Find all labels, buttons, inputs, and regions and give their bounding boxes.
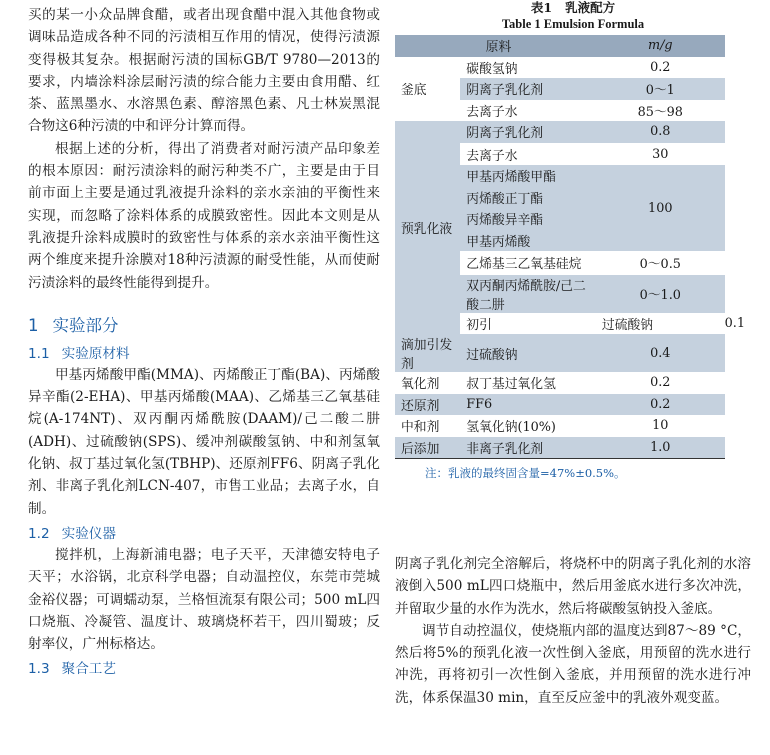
value-cell: 0.2 xyxy=(596,394,725,416)
material-cell: 甲基丙烯酸甲酯 xyxy=(460,165,596,187)
table-row xyxy=(395,334,745,372)
paragraph-analysis: 根据上述的分析，得出了消费者对耐污渍产品印象差的根本原因：耐污渍涂料的耐污种类不广，主要是由于目前市面上主要是通过乳液提升涂料的亲水亲油的平衡性来实现，而忽略了涂料体系的成膜致密性。因此本文则是从乳液提升涂料成膜时的致密性与体系的亲水亲油平衡性这两个维度来提升涂膜对18种污渍源的耐受性能，从而使耐污渍涂料的最终性能得到提升。 xyxy=(28,140,380,291)
material-cell: 乙烯基三乙氧基硅烷 xyxy=(460,252,596,275)
table-row xyxy=(395,415,745,437)
value-cell: 85～98 xyxy=(596,100,725,122)
emulsion-formula-table xyxy=(395,35,745,459)
category-cell: 预乳化液 xyxy=(395,121,460,334)
table-row xyxy=(395,57,745,79)
material-cell: 叔丁基过氧化氢 xyxy=(460,372,596,394)
value-cell: 0～1 xyxy=(596,78,725,100)
section-heading-1: 1 实验部分 xyxy=(28,315,119,335)
category-cell: 中和剂 xyxy=(395,415,460,437)
material-cell: 阴离子乳化剂 xyxy=(460,78,596,100)
paragraph-intro: 买的某一小众品牌食醋，或者出现食醋中混入其他食物或调味品造成各种不同的污渍相互作用的情况，使得污渍源变得极其复杂。根据耐污渍的国标GB/T 9780—2013的要求，内墙涂料涂层耐污渍的综合能力主要由食用醋、红茶、蓝黑墨水、水溶黑色素、醇溶黑色素、凡士林炭黑混合物这6种污渍的中和评分计算而得。 xyxy=(28,7,380,135)
category-cell: 初引 xyxy=(460,313,596,335)
value-cell: 100 xyxy=(596,165,725,252)
material-cell: 碳酸氢钠 xyxy=(460,57,596,79)
material-cell: 甲基丙烯酸 xyxy=(460,230,596,252)
table-row xyxy=(395,372,745,394)
value-cell: 0.1 xyxy=(725,313,745,335)
value-cell: 0～1.0 xyxy=(596,274,725,313)
table-row xyxy=(395,437,745,459)
material-cell: 双丙酮丙烯酰胺/己二酸二肼 xyxy=(460,274,596,313)
table-header-row xyxy=(395,35,745,57)
material-cell: 丙烯酸异辛酯 xyxy=(460,208,596,230)
category-cell: 后添加 xyxy=(395,437,460,459)
value-cell: 10 xyxy=(596,415,725,437)
subsection-heading-1-2: 1.2 实验仪器 xyxy=(28,525,116,542)
material-cell: 非离子乳化剂 xyxy=(460,437,596,459)
category-cell: 氧化剂 xyxy=(395,372,460,394)
header-material: 原料 xyxy=(395,35,596,57)
material-cell: 去离子水 xyxy=(460,143,596,165)
table-row xyxy=(395,121,745,143)
header-mass: m/g xyxy=(596,35,725,57)
category-cell: 还原剂 xyxy=(395,394,460,416)
paragraph-materials: 甲基丙烯酸甲酯(MMA)、丙烯酸正丁酯(BA)、丙烯酸异辛酯(2-EHA)、甲基丙烯酸(MAA)、乙烯基三乙氧基硅烷(A-174NT)、双丙酮丙烯酰胺(DAAM)/己二酸二肼(ADH)、过硫酸钠(SPS)、缓冲剂碳酸氢钠、中和剂氢氧化钠、叔丁基过氧化氢(TBHP)、还原剂FF6、阴离子乳化剂、非离子乳化剂LCN-407，市售工业品；去离子水，自制。 xyxy=(28,366,380,517)
left-column xyxy=(28,4,380,679)
material-cell: 过硫酸钠 xyxy=(596,313,725,335)
category-cell: 釜底 xyxy=(395,57,460,122)
material-cell: 阴离子乳化剂 xyxy=(460,121,596,143)
value-cell: 0.4 xyxy=(596,334,725,372)
table-caption-en: Table 1 Emulsion Formula xyxy=(501,17,645,31)
table-note: 注：乳液的最终固含量=47%±0.5%。 xyxy=(425,466,626,480)
right-column xyxy=(395,0,751,481)
value-cell: 1.0 xyxy=(596,437,725,459)
value-cell: 0～0.5 xyxy=(596,252,725,275)
material-cell: 氢氧化钠(10%) xyxy=(460,415,596,437)
paragraph-instruments: 搅拌机，上海新浦电器；电子天平，天津德安特电子天平；水浴锅，北京科学电器；自动温控仪，东莞市莞城金裕仪器；可调蠕动泵，兰格恒流泵有限公司；500 mL四口烧瓶、冷凝管、温度计、玻璃烧杯若干，四川蜀玻；反射率仪，广州标格达。 xyxy=(28,546,380,653)
right-column-text xyxy=(395,553,751,709)
table-row xyxy=(395,394,745,416)
paragraph-procedure-1: 阴离子乳化剂完全溶解后，将烧杯中的阴离子乳化剂的水溶液倒入500 mL四口烧瓶中，然后用釜底水进行多次冲洗，并留取少量的水作为洗水，然后将碳酸氢钠投入釜底。 xyxy=(395,556,751,617)
category-cell: 滴加引发剂 xyxy=(395,334,460,372)
material-cell: 过硫酸钠 xyxy=(460,334,596,372)
value-cell: 0.2 xyxy=(596,372,725,394)
paragraph-procedure-2: 调节自动控温仪，使烧瓶内部的温度达到87～89 °C，然后将5%的预乳化液一次性倒入釜底，用预留的洗水进行冲洗，再将初引一次性倒入釜底，并用预留的洗水进行冲洗，体系保温30 min，直至反应釜中的乳液外观变蓝。 xyxy=(395,622,751,706)
material-cell: 去离子水 xyxy=(460,100,596,122)
value-cell: 0.8 xyxy=(596,121,725,143)
material-cell: 丙烯酸正丁酯 xyxy=(460,187,596,209)
value-cell: 0.2 xyxy=(596,57,725,79)
material-cell: FF6 xyxy=(460,394,596,416)
table-caption-cn: 表1 乳液配方 xyxy=(530,0,616,15)
value-cell: 30 xyxy=(596,143,725,165)
subsection-heading-1-3: 1.3 聚合工艺 xyxy=(28,661,116,678)
subsection-heading-1-1: 1.1 实验原材料 xyxy=(28,345,130,362)
